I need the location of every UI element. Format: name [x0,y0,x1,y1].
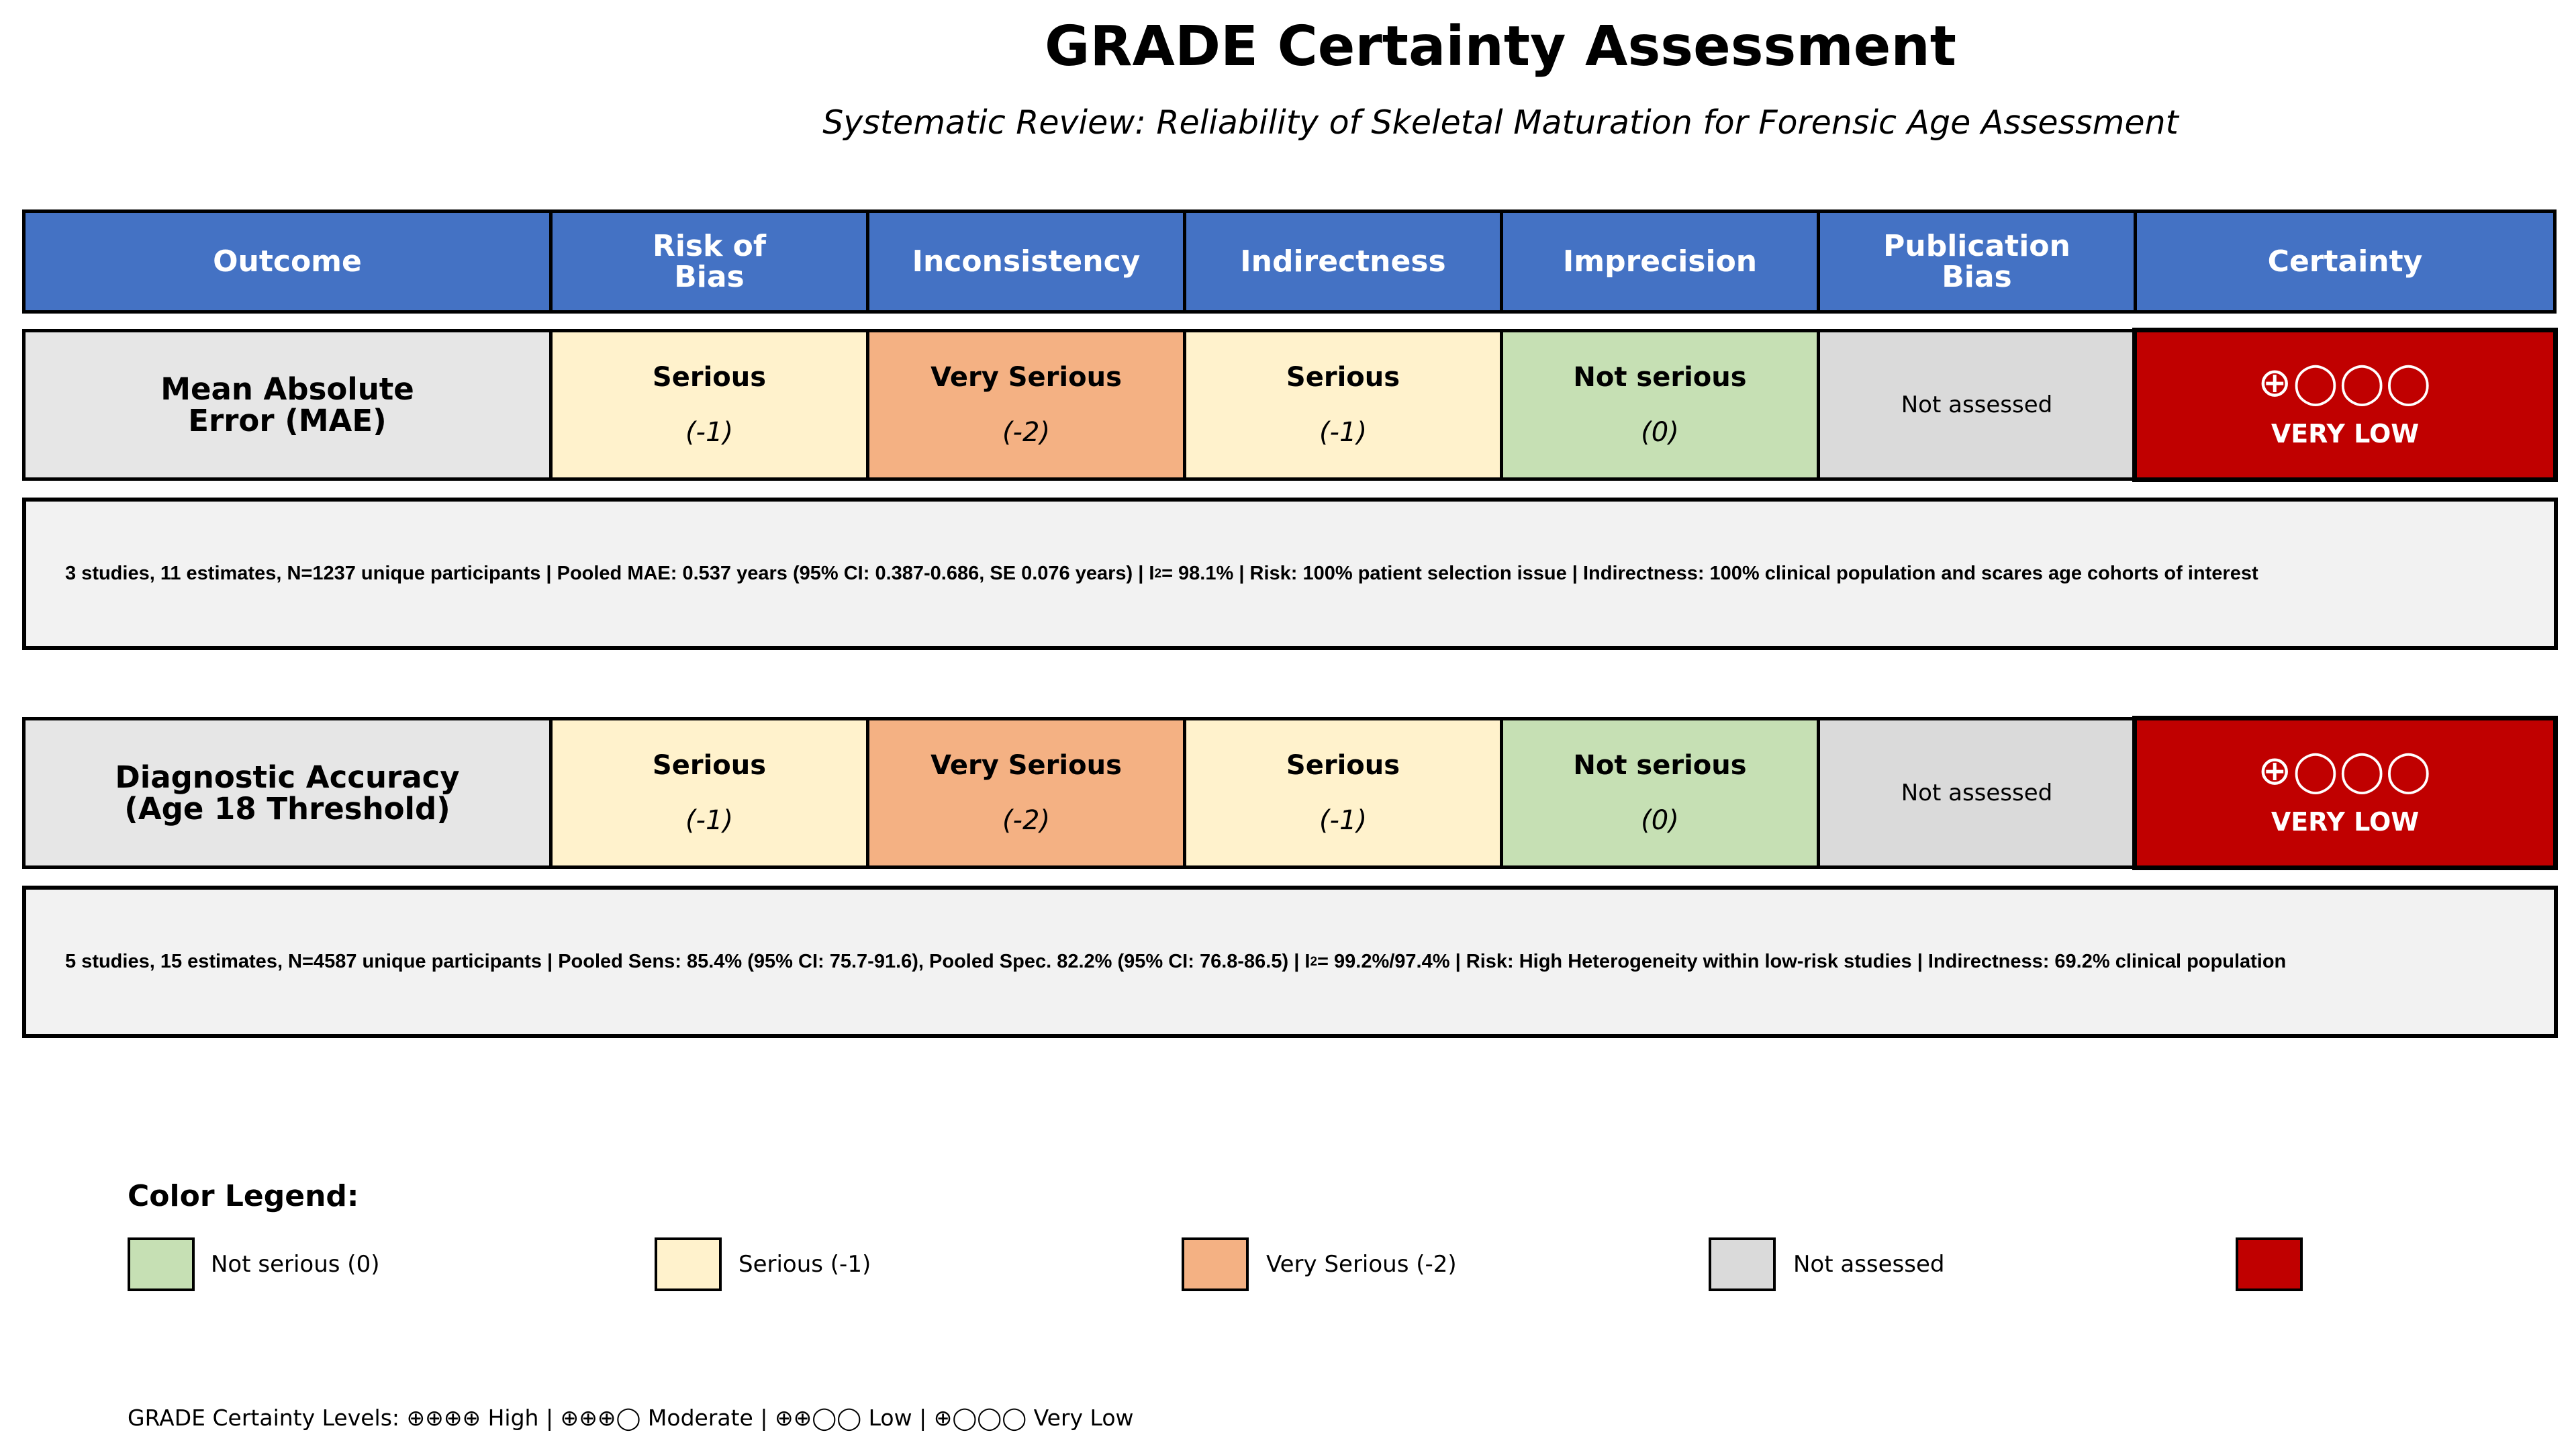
rating-cell-inconsistency [866,717,1186,869]
summary-text-end: = 98.1% | Risk: 100% patient selection issue | Indirectness: 100% clinical population and scares age cohorts of interest [1161,563,2258,584]
summary-text-end: = 99.2%/97.4% | Risk: High Heterogeneity within low-risk studies | Indirectness: 69.2% clinical population [1317,951,2287,972]
rating-points: (-1) [685,417,734,448]
rating-label: Very Serious [931,750,1122,781]
header-publication-bias-line2: Bias [1942,259,2012,294]
legend-swatch-serious [655,1237,722,1291]
outcome-name-line1: Diagnostic Accuracy [115,759,460,795]
rating-cell-imprecision [1500,329,1820,481]
rating-cell-publication-bias [1817,717,2137,869]
rating-label: Serious [652,362,767,393]
certainty-symbol: ⊕◯◯◯ [2258,359,2432,406]
rating-cell-indirectness [1183,329,1503,481]
rating-cell-indirectness [1183,717,1503,869]
outcome-name-line1: Mean Absolute [160,371,414,407]
legend-label: Not assessed [1793,1251,1945,1278]
rating-points: (-1) [1319,417,1368,448]
rating-cell-risk-of-bias [549,329,869,481]
header-indirectness-label: Indirectness [1240,244,1446,279]
certainty-cell [2132,328,2558,482]
outcome-cell-mae [22,329,553,481]
certainty-cell [2132,716,2558,870]
summary-superscript: 2 [1310,954,1318,969]
header-imprecision [1500,209,1820,314]
legend-label: Very Serious (-2) [1266,1251,1457,1278]
outcome-name-line2: Error (MAE) [188,403,387,438]
legend-swatch-not-serious [128,1237,195,1291]
legend-label: Not serious (0) [211,1251,380,1278]
rating-label: Serious [1286,750,1400,781]
rating-label: Not assessed [1901,780,2053,806]
header-publication-bias [1817,209,2137,314]
header-inconsistency-label: Inconsistency [912,244,1141,279]
certainty-level: VERY LOW [2271,807,2420,837]
rating-points: (0) [1641,805,1679,836]
page-subtitle: Systematic Review: Reliability of Skeletal Maturation for Forensic Age Assessment [822,103,2179,142]
rating-cell-inconsistency [866,329,1186,481]
header-risk-of-bias [549,209,869,314]
rating-cell-risk-of-bias [549,717,869,869]
header-publication-bias-line1: Publication [1883,228,2070,263]
rating-label: Not assessed [1901,391,2053,418]
header-certainty [2134,209,2557,314]
page-title: GRADE Certainty Assessment [1045,15,1956,79]
summary-superscript: 2 [1154,566,1162,581]
rating-label: Very Serious [931,362,1122,393]
header-imprecision-label: Imprecision [1562,244,1758,279]
legend-title: Color Legend: [128,1179,359,1213]
rating-label: Serious [652,750,767,781]
certainty-symbol: ⊕◯◯◯ [2258,747,2432,794]
header-certainty-label: Certainty [2267,244,2423,279]
rating-cell-publication-bias [1817,329,2137,481]
header-inconsistency [866,209,1186,314]
header-risk-of-bias-line2: Bias [674,259,745,294]
legend-swatch-not-assessed [1709,1237,1776,1291]
rating-points: (-1) [685,805,734,836]
header-outcome-label: Outcome [213,244,362,279]
header-risk-of-bias-line1: Risk of [652,228,767,263]
rating-cell-imprecision [1500,717,1820,869]
outcome-summary [22,498,2558,650]
rating-points: (-1) [1319,805,1368,836]
legend-label: Serious (-1) [738,1251,871,1278]
outcome-cell-diagnostic-accuracy [22,717,553,869]
outcome-name-line2: (Age 18 Threshold) [124,791,450,827]
grade-levels-note: GRADE Certainty Levels: ⊕⊕⊕⊕ High | ⊕⊕⊕◯ Moderate | ⊕⊕◯◯ Low | ⊕◯◯◯ Very Low [128,1405,1134,1431]
rating-label: Serious [1286,362,1400,393]
legend-swatch-very-low [2236,1237,2303,1291]
legend-swatch-very-serious [1182,1237,1249,1291]
rating-label: Not serious [1573,362,1747,393]
summary-text-start: 3 studies, 11 estimates, N=1237 unique participants | Pooled MAE: 0.537 years (95% CI: 0.387-0.686, SE 0.076 years) | I [65,563,1155,584]
rating-points: (0) [1641,417,1679,448]
summary-text-start: 5 studies, 15 estimates, N=4587 unique participants | Pooled Sens: 85.4% (95% CI: 75.7-91.6), Pooled Spec. 82.2% (95% CI: 76.8-86.5) | I [65,951,1310,972]
outcome-summary [22,886,2558,1038]
rating-label: Not serious [1573,750,1747,781]
rating-points: (-2) [1002,805,1051,836]
header-indirectness [1183,209,1503,314]
rating-points: (-2) [1002,417,1051,448]
certainty-level: VERY LOW [2271,419,2420,449]
header-outcome [22,209,553,314]
